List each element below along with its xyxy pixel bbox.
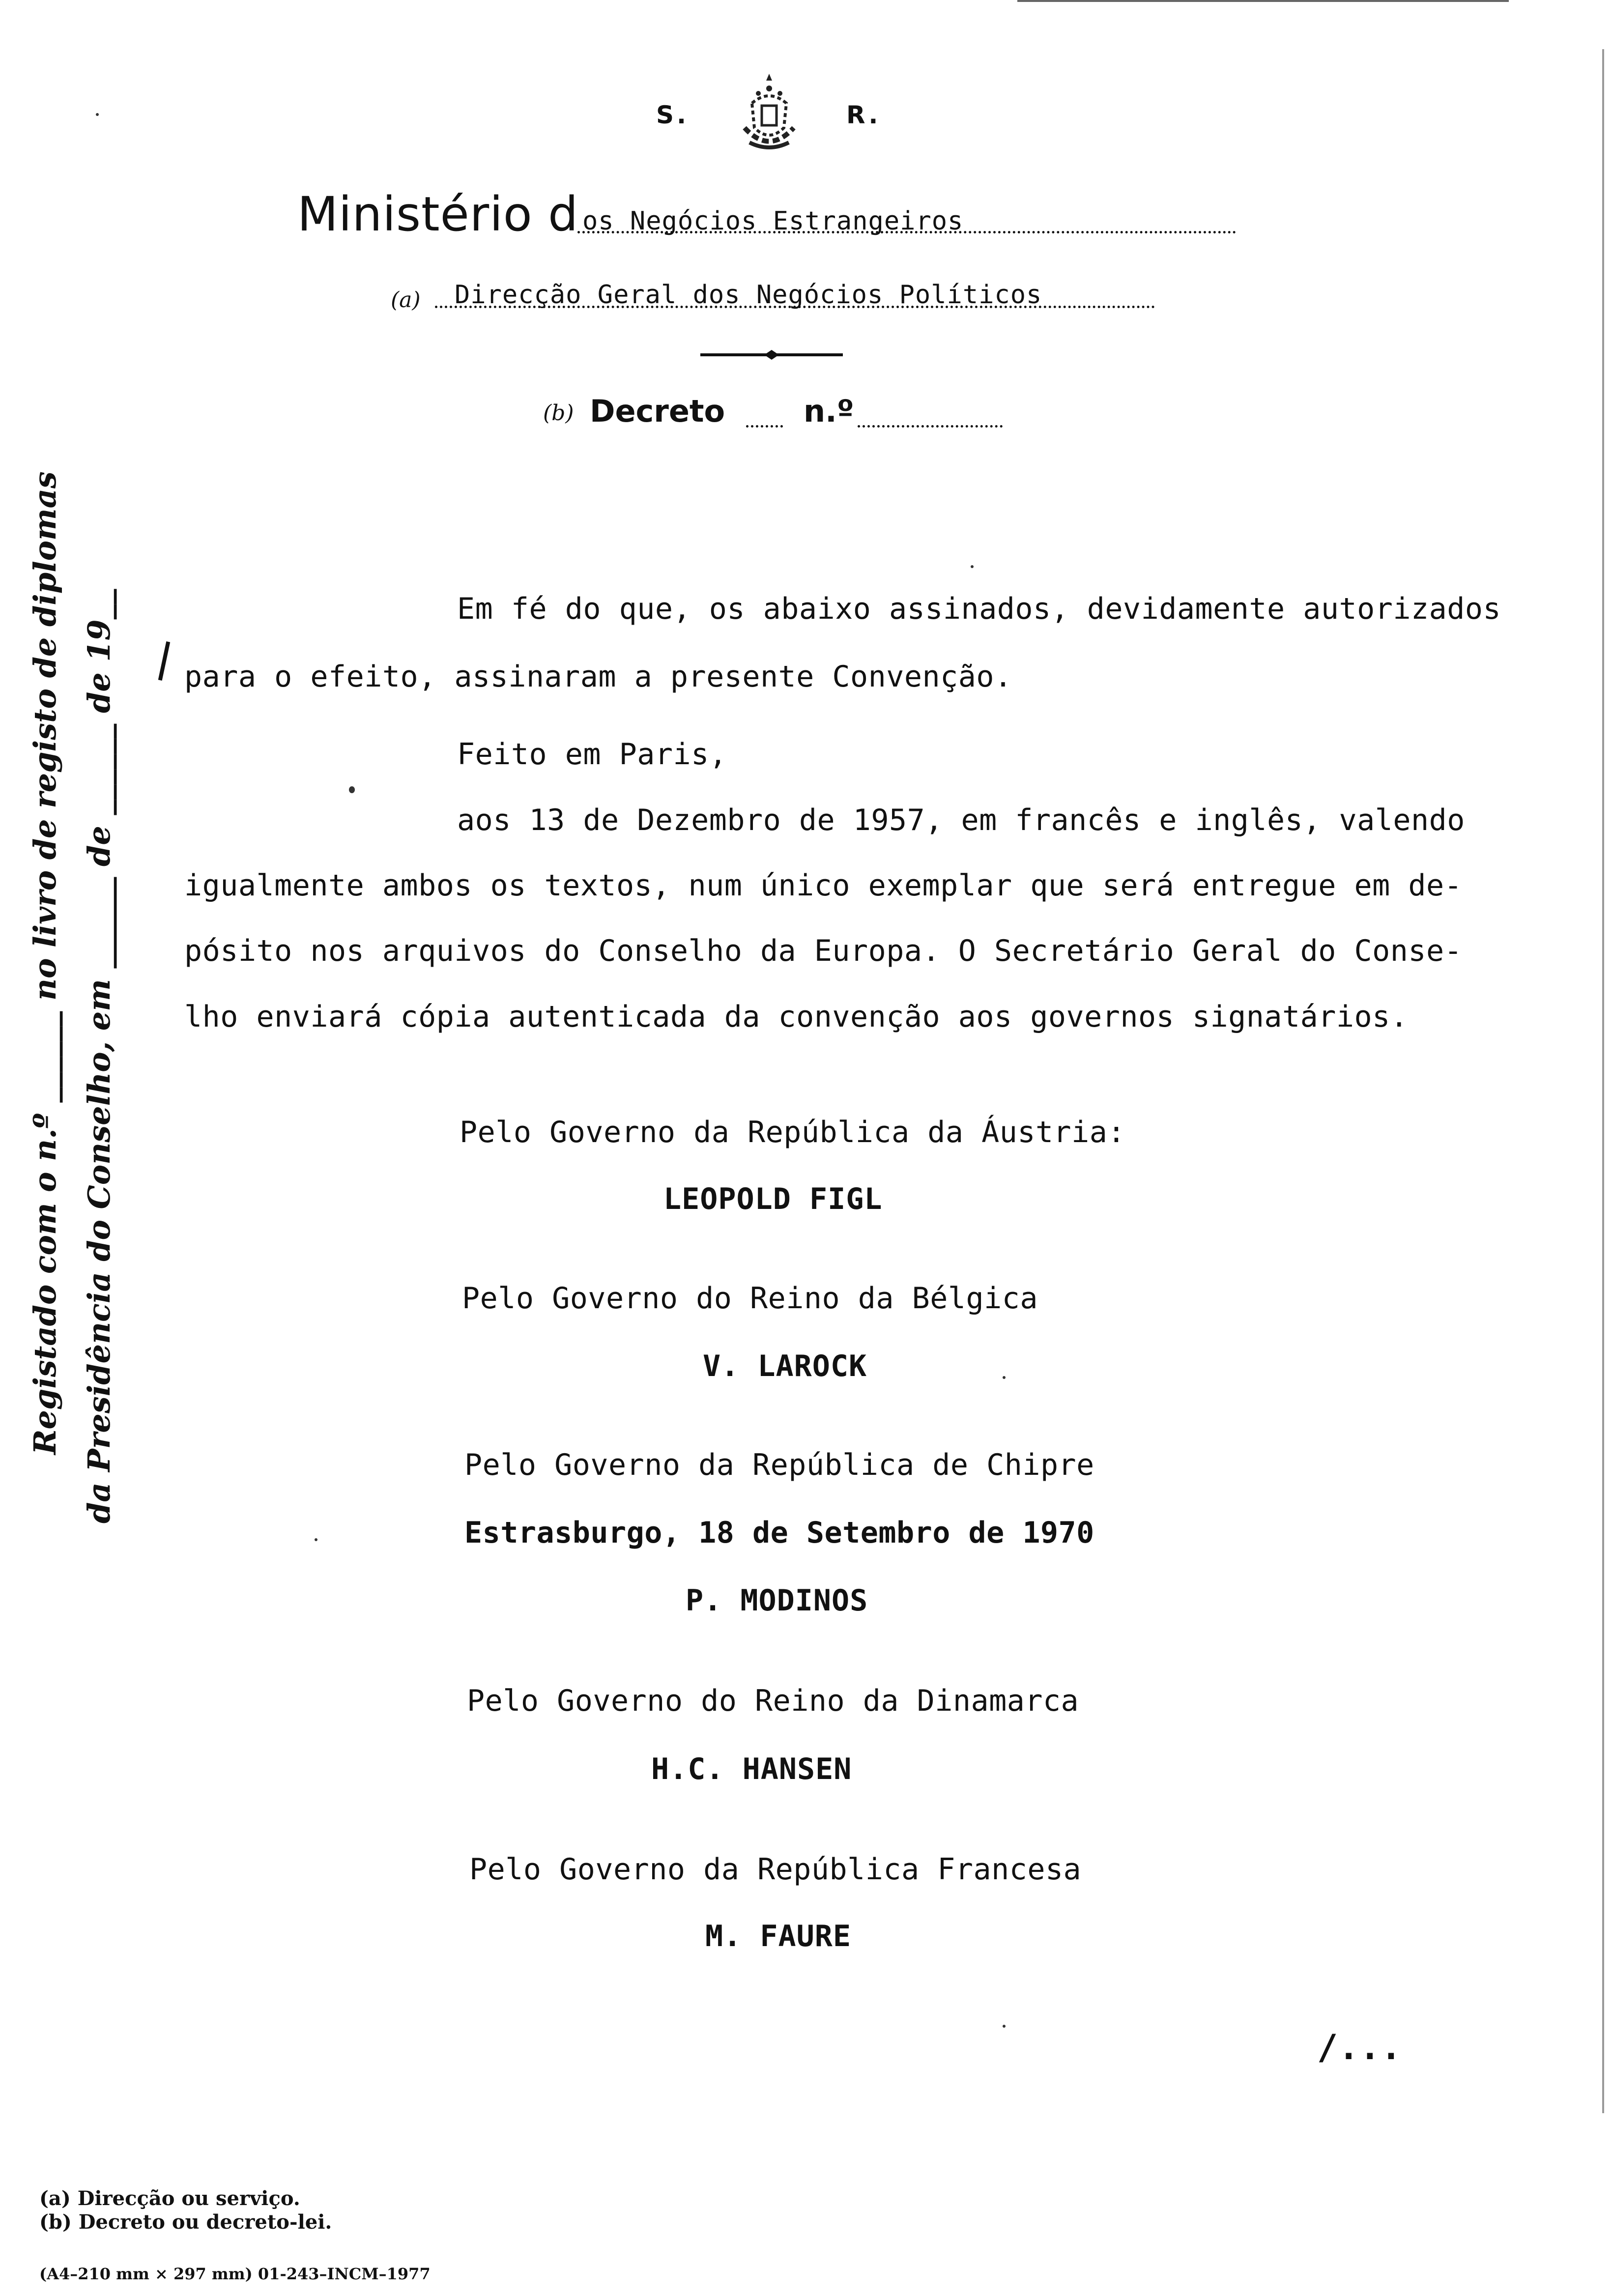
para1-line1: Em fé do que, os abaixo assinados, devidamente autorizados [457,592,1501,626]
label-b: (b) [543,401,574,426]
para2-line2: igualmente ambos os textos, num único exemplar que será entregue em de- [184,868,1463,903]
scan-speck [96,113,99,116]
directorate-dotted-line [435,306,1155,308]
signature-signer-cyprus: P. MODINOS [686,1583,868,1618]
numero-label: n.º [804,393,854,429]
scan-edge-line-right [1602,49,1604,2113]
header-letter-r: R. [846,101,881,129]
para2-line4: lho enviará cópia autenticada da convenção aos governos signatários. [184,1000,1409,1034]
margin-registration-line1: Registado com o n.º ______ no livro de registo de diplomas [27,471,63,1455]
decreto-label: Decreto [590,393,725,429]
signature-signer-france: M. FAURE [705,1919,851,1953]
para2-line3: pósito nos arquivos do Conselho da Europa. O Secretário Geral do Conse- [184,934,1463,968]
signature-signer-denmark: H.C. HANSEN [651,1752,852,1786]
footnote-b: (b) Decreto ou decreto-lei. [39,2210,332,2234]
place-line: Feito em Paris, [457,737,727,772]
margin-registration-line2: da Presidência do Conselho, em ______ de ______ de 19__ [81,589,117,1523]
decreto-type-dotted [746,425,783,428]
ministry-name: os Negócios Estrangeiros [582,206,964,236]
signature-signer-austria: LEOPOLD FIGL [663,1182,883,1216]
directorate-name: Direcção Geral dos Negócios Políticos [455,280,1042,310]
scan-speck [971,565,974,568]
ministry-prefix: Ministério d [297,187,579,242]
signature-note-cyprus: Estrasburgo, 18 de Setembro de 1970 [464,1516,1094,1550]
signature-government-austria: Pelo Governo da República da Áustria: [460,1115,1126,1149]
margin-slash-mark [158,641,170,681]
scan-speck [1003,2025,1006,2028]
scan-edge-line [1017,0,1509,2]
ministry-dotted-line [577,231,1236,233]
print-reference: (A4–210 mm × 297 mm) 01-243–INCM–1977 [39,2265,431,2283]
ornament-divider [700,350,843,360]
signature-signer-belgium: V. LAROCK [703,1349,867,1383]
para2-line1: aos 13 de Dezembro de 1957, em francês e inglês, valendo [457,803,1465,837]
signature-government-belgium: Pelo Governo do Reino da Bélgica [462,1281,1038,1316]
para1-line2: para o efeito, assinaram a presente Convenção. [184,660,1012,694]
header-letter-s: S. [656,101,690,129]
label-a: (a) [391,287,421,313]
signature-government-france: Pelo Governo da República Francesa [469,1852,1082,1887]
signature-government-denmark: Pelo Governo do Reino da Dinamarca [467,1684,1079,1718]
scan-speck [349,786,355,793]
coat-of-arms-emblem [735,69,804,157]
footnote-a: (a) Direcção ou serviço. [39,2187,300,2210]
scan-speck [315,1538,317,1541]
continuation-mark: /... [1317,2027,1402,2067]
signature-government-cyprus: Pelo Governo da República de Chipre [464,1448,1094,1482]
scan-speck [1003,1376,1006,1379]
numero-dotted-line [858,425,1003,428]
